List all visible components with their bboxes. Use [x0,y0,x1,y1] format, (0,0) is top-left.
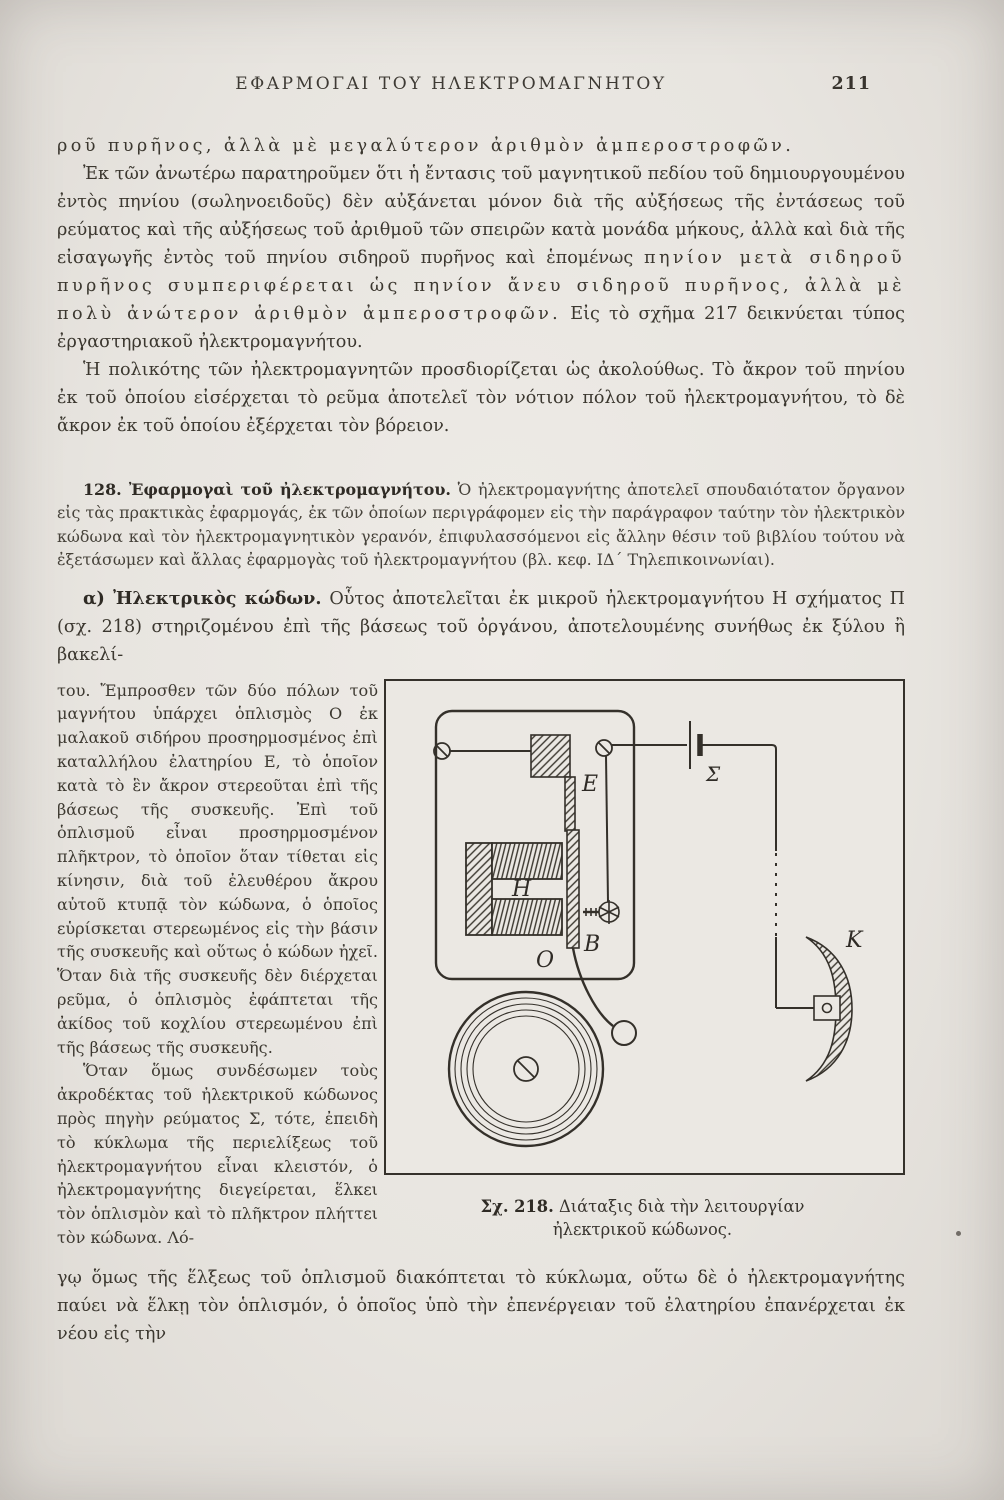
label-source-sigma: Σ [706,761,721,786]
figure-caption-number: Σχ. 218. [480,1196,554,1216]
figure-218-frame [384,679,905,1175]
paragraph-closing: γῳ ὅμως τῆς ἕλξεως τοῦ ὁπλισμοῦ διακόπτεται τὸ κύκλωμα, οὕτω δὲ ὁ ἠλεκτρομαγνήτης παύει νὰ ἕλκῃ τὸν ὁπλισμόν, ὁ ὁποῖος ὑπὸ τὴν ἐπενέργειαν τοῦ ἐλατηρίου ἐπανέρχεται ἐκ νέου εἰς τὴν [57,1267,905,1344]
section-128 [57,478,905,572]
section-128-heading: 128. Ἐφαρμογαὶ τοῦ ἠλεκτρομαγνήτου. [83,480,451,499]
spring [565,777,575,831]
column-paragraph-1: του. Ἔμπροσθεν τῶν δύο πόλων τοῦ μαγνήτου ὑπάρχει ὁπλισμὸς Ο ἐκ μαλακοῦ σιδήρου προσηρμοσμένος ἐπὶ καταλλήλου ἐλατηρίου Ε, τὸ ὁποῖον κατὰ τὸ ἓν ἄκρον στερεοῦται ἐπὶ τῆς βάσεως τῆς συσκευῆς. Ἐπὶ τοῦ ὁπλισμοῦ εἶναι προσηρμοσμένον πλῆκτρον, τὸ ὁποῖον ὅταν τίθεται εἰς κίνησιν, διὰ τοῦ ἐλευθέρου ἄκρου αὐτοῦ κτυπᾷ τὸν κώδωνα, ὁ ὁποῖος εὑρίσκεται στερεωμένος εἰς τὴν βάσιν τῆς συσκευῆς καὶ οὕτως ὁ κώδων ἠχεῖ. Ὅταν διὰ τῆς συσκευῆς δὲν διέρχεται ρεῦμα, ὁ ὁπλισμὸς ἐφάπτεται τῆς ἀκίδος τοῦ κοχλίου στερεωμένου ἐπὶ τῆς βάσεως τῆς συσκευῆς. [57,680,378,1057]
figure-caption [380,1195,905,1241]
spring-post [531,735,570,777]
electromagnet-coil-top [492,843,562,879]
electromagnet-coil-bottom [492,899,562,935]
paragraph-solenoid-emphasis: πηνίον μετὰ σιδηροῦ πυρῆνος συμπεριφέρεται ὡς πηνίον ἄνευ σιδηροῦ πυρῆνος, ἀλλὰ μὲ πολὺ ἀνώτερον ἀριθμὸν ἀμπεροστροφῶν. [57,248,905,324]
section-128-body: Ὁ ἠλεκτρομαγνήτης ἀποτελεῖ σπουδαιότατον ὄργανον εἰς τὰς πρακτικὰς ἐφαρμογάς, ἐκ τῶν ὁποίων περιγράφομεν εἰς τὴν παράγραφον ταύτην τὸν ἠλεκτρικὸν κώδωνα καὶ τὸν ἠλεκτρομαγνητικὸν γερανόν, ἐπιφυλασσόμενοι εἰς ἄλλην θέσιν τοῦ βιβλίου τούτου νὰ ἐξετάσωμεν καὶ ἄλλας ἐφαρμογὰς τοῦ ἠλεκτρομαγνήτου (βλ. κεφ. ΙΔ΄ Τηλεπικοινωνίαι). [57,480,905,570]
terminal-screw-middle [596,740,612,756]
gong-disc [449,992,603,1146]
figure-caption-text: Διάταξις διὰ τὴν λειτουργίαν ἠλεκτρικοῦ κώδωνος. [552,1196,805,1239]
paragraph-polarity: Ἡ πολικότης τῶν ἠλεκτρομαγνητῶν προσδιορίζεται ὡς ἀκολούθως. Τὸ ἄκρον τοῦ πηνίου ἐκ τοῦ ὁποίου εἰσέρχεται τὸ ρεῦμα ἀποτελεῖ τὸν νότιον πόλον τοῦ ἠλεκτρομαγνήτου, τὸ δὲ ἄκρον ἐκ τοῦ ὁποίου ἐξέρχεται τὸν βόρειον. [57,360,905,436]
armature [567,830,579,948]
subsection-body: Οὗτος ἀποτελεῖται ἐκ μικροῦ ἠλεκτρομαγνήτου Η σχήματος Π (σχ. 218) στηριζομένου ἐπὶ τῆς βάσεως τοῦ ὀργάνου, ἀποτελουμένης συνήθως ἐκ ξύλου ἢ βακελί- [57,588,906,665]
contact-screw [583,900,619,924]
paragraph-solenoid-tail: Εἰς τὸ σχῆμα 217 δεικνύεται τύπος ἐργαστηριακοῦ ἠλεκτρομαγνήτου. [57,304,905,352]
text-and-figure-row [57,679,905,1250]
subsection-electric-bell [57,585,905,669]
label-armature-O: O [536,947,555,973]
column-paragraph-2: Ὅταν ὅμως συνδέσωμεν τοὺς ἀκροδέκτας τοῦ ἠλεκτρικοῦ κώδωνος πρὸς πηγὴν ρεύματος Σ, τότε, ἐπειδὴ τὸ κύκλωμα τῆς περιελίξεως τοῦ ἠλεκτρομαγνήτου εἶναι κλειστόν, ὁ ἠλεκτρομαγνήτης διεγείρεται, ἕλκει τὸν ὁπλισμὸν καὶ τὸ πλῆκτρον πλήττει τὸν κώδωνα. Λό- [57,1061,378,1247]
left-text-column [57,679,378,1250]
electric-bell-diagram [386,681,902,1172]
label-magnet-H: H [512,876,532,902]
hammer-ball [612,1021,636,1045]
figure-column [380,679,905,1250]
page-number: 211 [831,74,871,94]
scan-ink-dot [956,1231,961,1236]
electromagnet-yoke [466,843,492,935]
paragraph-continuation-spaced: ροῦ πυρῆνος, ἀλλὰ μὲ μεγαλύτερον ἀριθμὸν ἀμπεροστροφῶν. [57,136,795,156]
battery-symbol [690,721,700,769]
label-contact-B: B [584,931,601,957]
label-spring-E: E [582,771,599,797]
paragraph-solenoid-lead: Ἐκ τῶν ἀνωτέρω παρατηροῦμεν ὅτι ἡ ἔντασις τοῦ μαγνητικοῦ πεδίου τοῦ δημιουργουμένου ἐντὸς πηνίου (σωληνοειδοῦς) δὲν αὐξάνεται μόνον διὰ τῆς αὐξήσεως τῆς ἐντάσεως τοῦ ρεύματος καὶ τῆς αὐξήσεως τοῦ ἀριθμοῦ τῶν σπειρῶν κατὰ μονάδα μήκους, ἀλλὰ καὶ διὰ τῆς εἰσαγωγῆς ἐντὸς τοῦ πηνίου σιδηροῦ πυρῆνος καὶ ἑπομένως [57,164,905,268]
page-content [57,74,905,1348]
running-header-title: ΕΦΑΡΜΟΓΑΙ ΤΟΥ ΗΛΕΚΤΡΟΜΑΓΝΗΤΟΥ [235,74,667,94]
subsection-heading: α) Ἠλεκτρικὸς κώδων. [83,587,322,609]
label-bell-K: K [846,927,863,953]
running-header [57,74,905,100]
paragraph-solenoid [57,160,905,356]
